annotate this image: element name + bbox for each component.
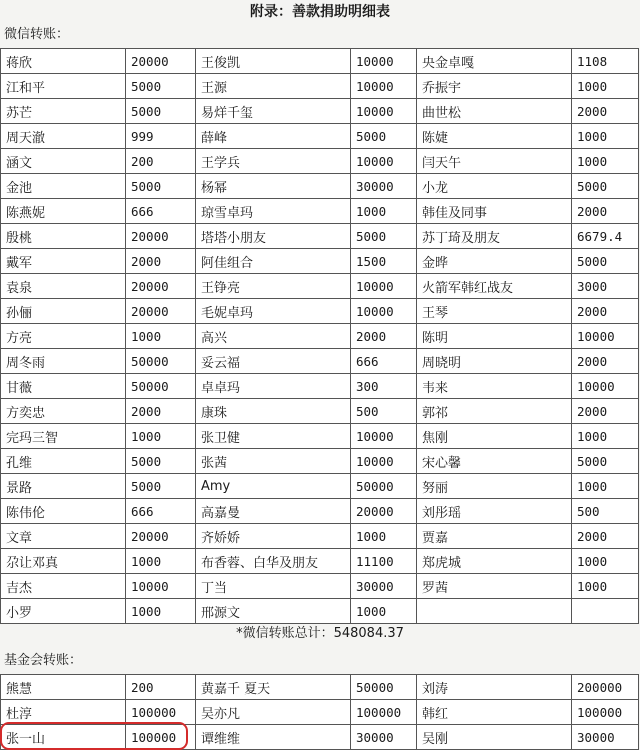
donor-name-cell: 江和平 <box>1 74 126 99</box>
table-row <box>1 349 639 374</box>
donation-amount-cell: 10000 <box>351 274 417 299</box>
donation-amount-cell: 1000 <box>126 599 196 624</box>
donor-name-cell: 张卫健 <box>196 424 351 449</box>
donor-name-cell: 康珠 <box>196 399 351 424</box>
donor-name-cell: 韩红 <box>417 700 572 725</box>
donation-amount-cell: 999 <box>126 124 196 149</box>
donor-name-cell: 火箭军韩红战友 <box>417 274 572 299</box>
donation-amount-cell: 30000 <box>351 174 417 199</box>
donor-name-cell: 谭维维 <box>196 725 351 750</box>
donor-name-cell: 张茜 <box>196 449 351 474</box>
donation-amount-cell: 10000 <box>351 49 417 74</box>
donation-amount-cell: 1000 <box>126 549 196 574</box>
donor-name-cell: 布香蓉、白华及朋友 <box>196 549 351 574</box>
donor-name-cell: 熊慧 <box>1 675 126 700</box>
donation-amount-cell: 10000 <box>126 574 196 599</box>
donation-amount-cell: 2000 <box>572 99 639 124</box>
donation-amount-cell: 11100 <box>351 549 417 574</box>
donation-amount-cell: 1000 <box>572 149 639 174</box>
donor-name-cell: 闫天午 <box>417 149 572 174</box>
wechat-total: *微信转账总计：548084.37 <box>236 626 404 641</box>
donor-name-cell: 王琴 <box>417 299 572 324</box>
table-row <box>1 574 639 599</box>
donor-name-cell: 戴军 <box>1 249 126 274</box>
donation-amount-cell: 1000 <box>572 74 639 99</box>
donor-name-cell: 韩佳及同事 <box>417 199 572 224</box>
donation-amount-cell: 100000 <box>351 700 417 725</box>
table-row <box>1 274 639 299</box>
donation-amount-cell: 100000 <box>126 725 196 750</box>
table-row <box>1 149 639 174</box>
donation-amount-cell: 100000 <box>126 700 196 725</box>
donation-amount-cell: 1108 <box>572 49 639 74</box>
donor-name-cell: 金池 <box>1 174 126 199</box>
donor-name-cell: 乔振宇 <box>417 74 572 99</box>
donor-name-cell: 周晓明 <box>417 349 572 374</box>
donation-amount-cell: 1000 <box>351 524 417 549</box>
donation-amount-cell: 3000 <box>572 274 639 299</box>
donation-amount-cell: 5000 <box>126 474 196 499</box>
donor-name-cell <box>417 599 572 624</box>
table-row <box>1 199 639 224</box>
table-row <box>1 374 639 399</box>
donor-name-cell: 高兴 <box>196 324 351 349</box>
donor-name-cell: 文章 <box>1 524 126 549</box>
donor-name-cell: 杨幂 <box>196 174 351 199</box>
donation-amount-cell: 666 <box>351 349 417 374</box>
donation-amount-cell: 10000 <box>351 74 417 99</box>
donor-name-cell: 陈婕 <box>417 124 572 149</box>
donor-name-cell: 周天澈 <box>1 124 126 149</box>
donor-name-cell: 完玛三智 <box>1 424 126 449</box>
donation-amount-cell: 1500 <box>351 249 417 274</box>
donation-amount-cell: 20000 <box>126 299 196 324</box>
donor-name-cell: 张一山 <box>1 725 126 750</box>
donation-amount-cell: 50000 <box>351 675 417 700</box>
donor-name-cell: 曲世松 <box>417 99 572 124</box>
donation-amount-cell: 30000 <box>572 725 639 750</box>
donor-name-cell: 妥云福 <box>196 349 351 374</box>
donor-name-cell: 薛峰 <box>196 124 351 149</box>
donor-name-cell: 吉杰 <box>1 574 126 599</box>
table-row <box>1 474 639 499</box>
donor-name-cell: 景路 <box>1 474 126 499</box>
donor-name-cell: 韦来 <box>417 374 572 399</box>
donor-name-cell: 王源 <box>196 74 351 99</box>
wechat-section-label: 微信转账： <box>4 27 70 42</box>
donation-amount-cell: 2000 <box>572 349 639 374</box>
donor-name-cell: 努丽 <box>417 474 572 499</box>
table-row <box>1 725 639 750</box>
table-row <box>1 124 639 149</box>
donor-name-cell: 涵文 <box>1 149 126 174</box>
donor-name-cell: 罗茜 <box>417 574 572 599</box>
donation-amount-cell: 2000 <box>126 399 196 424</box>
donation-amount-cell: 1000 <box>572 424 639 449</box>
table-row <box>1 249 639 274</box>
table-row <box>1 700 639 725</box>
table-row <box>1 224 639 249</box>
donation-amount-cell: 5000 <box>126 99 196 124</box>
table-row <box>1 549 639 574</box>
donation-amount-cell: 5000 <box>572 449 639 474</box>
donor-name-cell: 黄嘉千 夏天 <box>196 675 351 700</box>
donor-name-cell: 郑虎城 <box>417 549 572 574</box>
donation-amount-cell: 500 <box>572 499 639 524</box>
donation-amount-cell: 20000 <box>126 49 196 74</box>
donation-amount-cell: 1000 <box>572 124 639 149</box>
donor-name-cell: 尕让邓真 <box>1 549 126 574</box>
donor-name-cell: 孙俪 <box>1 299 126 324</box>
donation-amount-cell: 1000 <box>572 474 639 499</box>
donation-amount-cell: 50000 <box>351 474 417 499</box>
donation-amount-cell: 10000 <box>351 299 417 324</box>
donor-name-cell: 郭祁 <box>417 399 572 424</box>
donation-amount-cell: 30000 <box>351 574 417 599</box>
donation-amount-cell: 2000 <box>572 524 639 549</box>
donation-amount-cell: 5000 <box>126 174 196 199</box>
donation-amount-cell <box>572 599 639 624</box>
donation-amount-cell: 5000 <box>126 449 196 474</box>
donation-amount-cell: 2000 <box>351 324 417 349</box>
table-row <box>1 299 639 324</box>
table-row <box>1 599 639 624</box>
donor-name-cell: 王俊凯 <box>196 49 351 74</box>
donation-amount-cell: 200 <box>126 149 196 174</box>
donor-name-cell: 蒋欣 <box>1 49 126 74</box>
table-row <box>1 675 639 700</box>
donation-amount-cell: 2000 <box>572 299 639 324</box>
donor-name-cell: 陈燕妮 <box>1 199 126 224</box>
donor-name-cell: 金晔 <box>417 249 572 274</box>
donation-amount-cell: 1000 <box>572 549 639 574</box>
donation-amount-cell: 2000 <box>572 399 639 424</box>
donation-amount-cell: 1000 <box>351 199 417 224</box>
donation-amount-cell: 200000 <box>572 675 639 700</box>
donor-name-cell: 王铮亮 <box>196 274 351 299</box>
table-row <box>1 524 639 549</box>
donation-amount-cell: 1000 <box>351 599 417 624</box>
donation-amount-cell: 2000 <box>126 249 196 274</box>
donation-amount-cell: 20000 <box>126 224 196 249</box>
donor-name-cell: 孔维 <box>1 449 126 474</box>
donation-amount-cell: 5000 <box>572 249 639 274</box>
donation-amount-cell: 10000 <box>572 374 639 399</box>
table-row <box>1 74 639 99</box>
donor-name-cell: 殷桃 <box>1 224 126 249</box>
donation-amount-cell: 50000 <box>126 374 196 399</box>
donation-amount-cell: 20000 <box>126 524 196 549</box>
donor-name-cell: 高嘉曼 <box>196 499 351 524</box>
donation-amount-cell: 50000 <box>126 349 196 374</box>
donation-amount-cell: 10000 <box>351 424 417 449</box>
donor-name-cell: 方奕忠 <box>1 399 126 424</box>
donation-amount-cell: 200 <box>126 675 196 700</box>
donor-name-cell: 陈伟伦 <box>1 499 126 524</box>
donor-name-cell: 齐娇娇 <box>196 524 351 549</box>
donor-name-cell: 杜淳 <box>1 700 126 725</box>
donation-amount-cell: 5000 <box>572 174 639 199</box>
donor-name-cell: 邢源文 <box>196 599 351 624</box>
donor-name-cell: 王学兵 <box>196 149 351 174</box>
table-row <box>1 174 639 199</box>
donor-name-cell: 琼雪卓玛 <box>196 199 351 224</box>
donation-amount-cell: 20000 <box>351 499 417 524</box>
donor-name-cell: 苏芒 <box>1 99 126 124</box>
donor-name-cell: 小罗 <box>1 599 126 624</box>
donation-amount-cell: 300 <box>351 374 417 399</box>
donor-name-cell: 陈明 <box>417 324 572 349</box>
donor-name-cell: 方亮 <box>1 324 126 349</box>
donor-name-cell: 刘彤瑶 <box>417 499 572 524</box>
donation-amount-cell: 1000 <box>126 324 196 349</box>
table-row <box>1 99 639 124</box>
donor-name-cell: 阿佳组合 <box>196 249 351 274</box>
donation-amount-cell: 5000 <box>126 74 196 99</box>
donation-amount-cell: 5000 <box>351 124 417 149</box>
donation-amount-cell: 6679.4 <box>572 224 639 249</box>
page-title: 附录：善款捐助明细表 <box>250 4 390 20</box>
wechat-donation-table <box>0 48 639 624</box>
donor-name-cell: 易烊千玺 <box>196 99 351 124</box>
donation-amount-cell: 1000 <box>572 574 639 599</box>
table-row <box>1 49 639 74</box>
donation-amount-cell: 10000 <box>351 149 417 174</box>
table-row <box>1 499 639 524</box>
donor-name-cell: 刘涛 <box>417 675 572 700</box>
donation-amount-cell: 100000 <box>572 700 639 725</box>
donation-amount-cell: 666 <box>126 199 196 224</box>
foundation-section-label: 基金会转账： <box>4 653 83 668</box>
donor-name-cell: 焦刚 <box>417 424 572 449</box>
table-row <box>1 324 639 349</box>
donation-amount-cell: 20000 <box>126 274 196 299</box>
donation-amount-cell: 5000 <box>351 224 417 249</box>
donor-name-cell: 袁泉 <box>1 274 126 299</box>
table-row <box>1 399 639 424</box>
donor-name-cell: 塔塔小朋友 <box>196 224 351 249</box>
donation-amount-cell: 30000 <box>351 725 417 750</box>
donor-name-cell: 卓卓玛 <box>196 374 351 399</box>
donor-name-cell: 吴刚 <box>417 725 572 750</box>
donor-name-cell: Amy <box>196 474 351 499</box>
donor-name-cell: 周冬雨 <box>1 349 126 374</box>
donation-amount-cell: 2000 <box>572 199 639 224</box>
donor-name-cell: 苏丁琦及朋友 <box>417 224 572 249</box>
donation-amount-cell: 10000 <box>351 99 417 124</box>
donation-amount-cell: 10000 <box>351 449 417 474</box>
donation-amount-cell: 666 <box>126 499 196 524</box>
donor-name-cell: 贾嘉 <box>417 524 572 549</box>
donor-name-cell: 甘薇 <box>1 374 126 399</box>
donation-amount-cell: 1000 <box>126 424 196 449</box>
donor-name-cell: 丁当 <box>196 574 351 599</box>
donor-name-cell: 央金卓嘎 <box>417 49 572 74</box>
donation-amount-cell: 500 <box>351 399 417 424</box>
table-row <box>1 424 639 449</box>
foundation-donation-table <box>0 674 639 750</box>
donor-name-cell: 小龙 <box>417 174 572 199</box>
table-row <box>1 449 639 474</box>
donor-name-cell: 吴亦凡 <box>196 700 351 725</box>
donation-amount-cell: 10000 <box>572 324 639 349</box>
donor-name-cell: 毛妮卓玛 <box>196 299 351 324</box>
donor-name-cell: 宋心馨 <box>417 449 572 474</box>
